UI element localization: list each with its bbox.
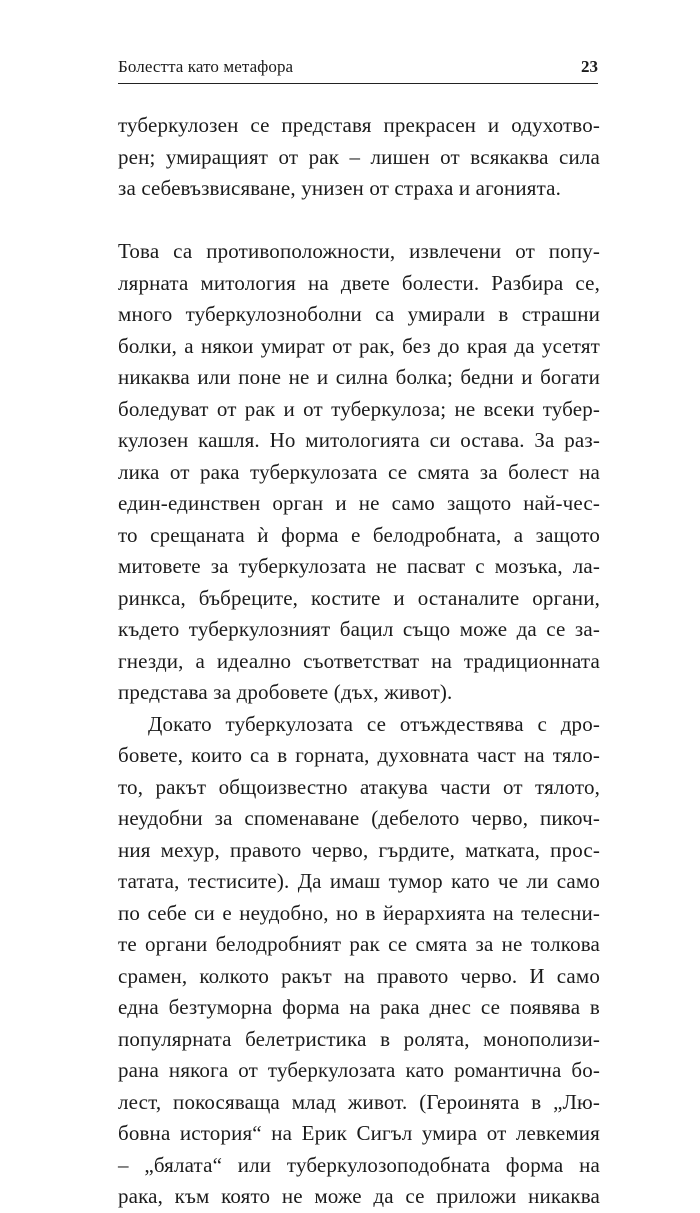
- text-line: лест, покосяваща млад живот. (Героинята в „Лю-: [118, 1089, 600, 1114]
- text-line: болки, а някои умират от рак, без до края да усетят: [118, 333, 600, 358]
- running-title: Болестта като метафора: [118, 57, 294, 76]
- text-line: кулозен кашля. Но митологията си остава. За раз-: [118, 428, 600, 452]
- text-line: митовете за туберкулозата не пасват с мозъка, ла-: [118, 554, 600, 578]
- paragraph-2: [118, 236, 600, 709]
- text-line: туберкулозен се представя прекрасен и одухотво-: [118, 113, 600, 137]
- text-line: бовна история“ на Ерик Сигъл умира от левкемия: [118, 1121, 600, 1145]
- text-line: те органи белодробният рак се смята за не толкова: [118, 932, 600, 956]
- paragraph-3: [118, 709, 600, 1213]
- text-line: то срещаната ѝ форма е белодробната, а защото: [118, 522, 600, 547]
- text-line: ния мехур, правото черво, гърдите, матката, прос-: [118, 837, 600, 862]
- text-line: татата, тестисите). Да имаш тумор като че ли само: [118, 869, 600, 893]
- body-text: [118, 110, 600, 1213]
- text-line: много туберкулозноболни са умирали в страшни: [118, 302, 600, 326]
- text-line: популярната белетристика в ролята, монополизи-: [118, 1026, 600, 1051]
- text-line: където туберкулозният бацил също може да се за-: [118, 617, 600, 641]
- text-line: боледуват от рак и от туберкулоза; не всеки тубер-: [118, 396, 600, 421]
- text-line: срамен, колкото ракът на правото черво. И само: [118, 963, 600, 988]
- text-line: рана някога от туберкулозата като романтична бо-: [118, 1058, 600, 1082]
- text-line: представа за дробовете (дъх, живот).: [118, 680, 453, 704]
- page-number: 23: [581, 57, 598, 76]
- text-line: рака, към която не може да се приложи никаква: [118, 1184, 600, 1208]
- text-line: гнезди, а идеално съответстват на традиционната: [118, 648, 600, 673]
- header-rule: [118, 83, 598, 84]
- paragraph-1: [118, 110, 600, 205]
- text-line: бовете, които са в горната, духовната част на тяло-: [118, 743, 600, 767]
- text-line: – „бялата“ или туберкулозоподобната форма на: [118, 1152, 600, 1177]
- running-header: [118, 57, 598, 85]
- text-line: лярната митология на двете болести. Разбира се,: [118, 270, 600, 295]
- text-line: Това са противоположности, извлечени от попу-: [118, 239, 600, 263]
- text-line: лика от рака туберкулозата се смята за болест на: [118, 459, 600, 484]
- text-line: то, ракът общоизвестно атакува части от тялото,: [118, 774, 600, 799]
- paragraph-gap: [118, 205, 600, 237]
- text-line: рен; умиращият от рак – лишен от всякаква сила: [118, 144, 600, 169]
- text-line: по себе си е неудобно, но в йерархията на телесни-: [118, 900, 600, 925]
- text-line: неудобни за споменаване (дебелото черво, пикоч-: [118, 806, 600, 830]
- text-line: една безтуморна форма на рака днес се появява в: [118, 995, 600, 1019]
- text-line: ринкса, бъбреците, костите и останалите органи,: [118, 585, 600, 610]
- text-line: никаква или поне не и силна болка; бедни и богати: [118, 365, 600, 389]
- text-line: един-единствен орган и не само защото най-чес-: [118, 491, 600, 515]
- text-line: за себевъзвисяване, унизен от страха и агонията.: [118, 176, 562, 200]
- text-line: Докато туберкулозата се отъждествява с дро-: [148, 711, 600, 736]
